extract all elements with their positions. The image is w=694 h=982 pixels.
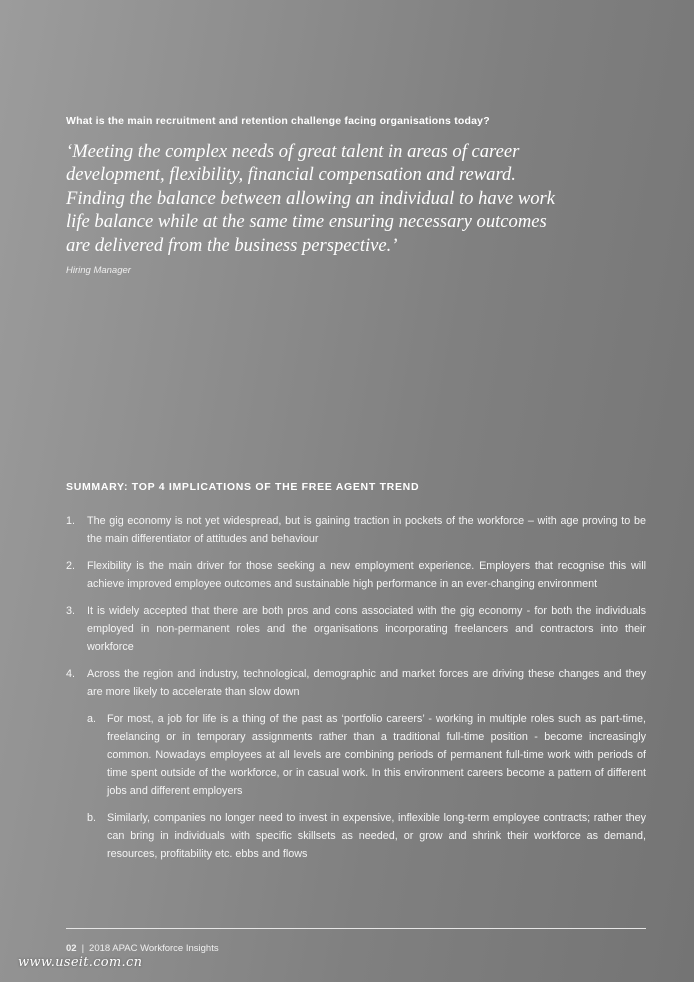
list-number: 3.	[66, 605, 76, 617]
sub-list-letter: b.	[87, 812, 97, 824]
list-item-text: It is widely accepted that there are both pros and cons associated with the gig economy - for both the individuals employed in non-permanent roles and the organisations incorporating freelancers and contractors into their workforce	[87, 605, 646, 653]
list-item	[66, 665, 646, 863]
sub-list-item	[87, 809, 646, 863]
list-number: 1.	[66, 515, 76, 527]
question-heading: What is the main recruitment and retention challenge facing organisations today?	[66, 115, 490, 127]
sub-list-item	[87, 710, 646, 800]
watermark: www.useit.com.cn	[18, 955, 143, 970]
footer-title: 2018 APAC Workforce Insights	[89, 943, 219, 954]
footer-divider	[66, 928, 646, 929]
sub-list-item-text: Similarly, companies no longer need to invest in expensive, inflexible long-term employee contracts; rather they can bring in individuals with specific skillsets as needed, or grow and shrink their workforce as demand, resources, profitability etc. ebbs and flows	[107, 812, 646, 860]
list-number: 4.	[66, 668, 76, 680]
list-item	[66, 512, 646, 548]
list-number: 2.	[66, 560, 76, 572]
quote-text: ‘Meeting the complex needs of great talent in areas of career development, flexibility, financial compensation and reward. Finding the balance between allowing an individual to have work life balance while at the same time ensuring necessary outcomes are delivered from the business perspective.’	[66, 141, 556, 256]
list-item-text: Flexibility is the main driver for those seeking a new employment experience. Employers that recognise this will achieve improved employee outcomes and sustainable high performance in an ever-changing environment	[87, 560, 646, 590]
list-item-text: The gig economy is not yet widespread, but is gaining traction in pockets of the workforce – with age proving to be the main differentiator of attitudes and behaviour	[87, 515, 646, 545]
list-item-text: Across the region and industry, technological, demographic and market forces are driving these changes and they are more likely to accelerate than slow down	[87, 668, 646, 698]
sub-list-letter: a.	[87, 713, 97, 725]
footer-separator: |	[81, 943, 85, 954]
sub-list	[87, 710, 646, 863]
page-footer	[66, 943, 219, 954]
quote-attribution: Hiring Manager	[66, 265, 131, 276]
sub-list-item-text: For most, a job for life is a thing of the past as ‘portfolio careers’ - working in multiple roles such as part-time, freelancing or in temporary assignments rather than a traditional full-time position - become increasingly common. Nowadays employees at all levels are combining periods of permanent full-time work with periods of time spent outside of the workforce, or in casual work. In this environment careers become a pattern of different jobs and different employers	[107, 713, 646, 797]
page-number: 02	[66, 943, 77, 954]
implications-list	[66, 512, 646, 872]
summary-heading: SUMMARY: TOP 4 IMPLICATIONS OF THE FREE AGENT TREND	[66, 481, 420, 493]
list-item	[66, 602, 646, 656]
list-item	[66, 557, 646, 593]
